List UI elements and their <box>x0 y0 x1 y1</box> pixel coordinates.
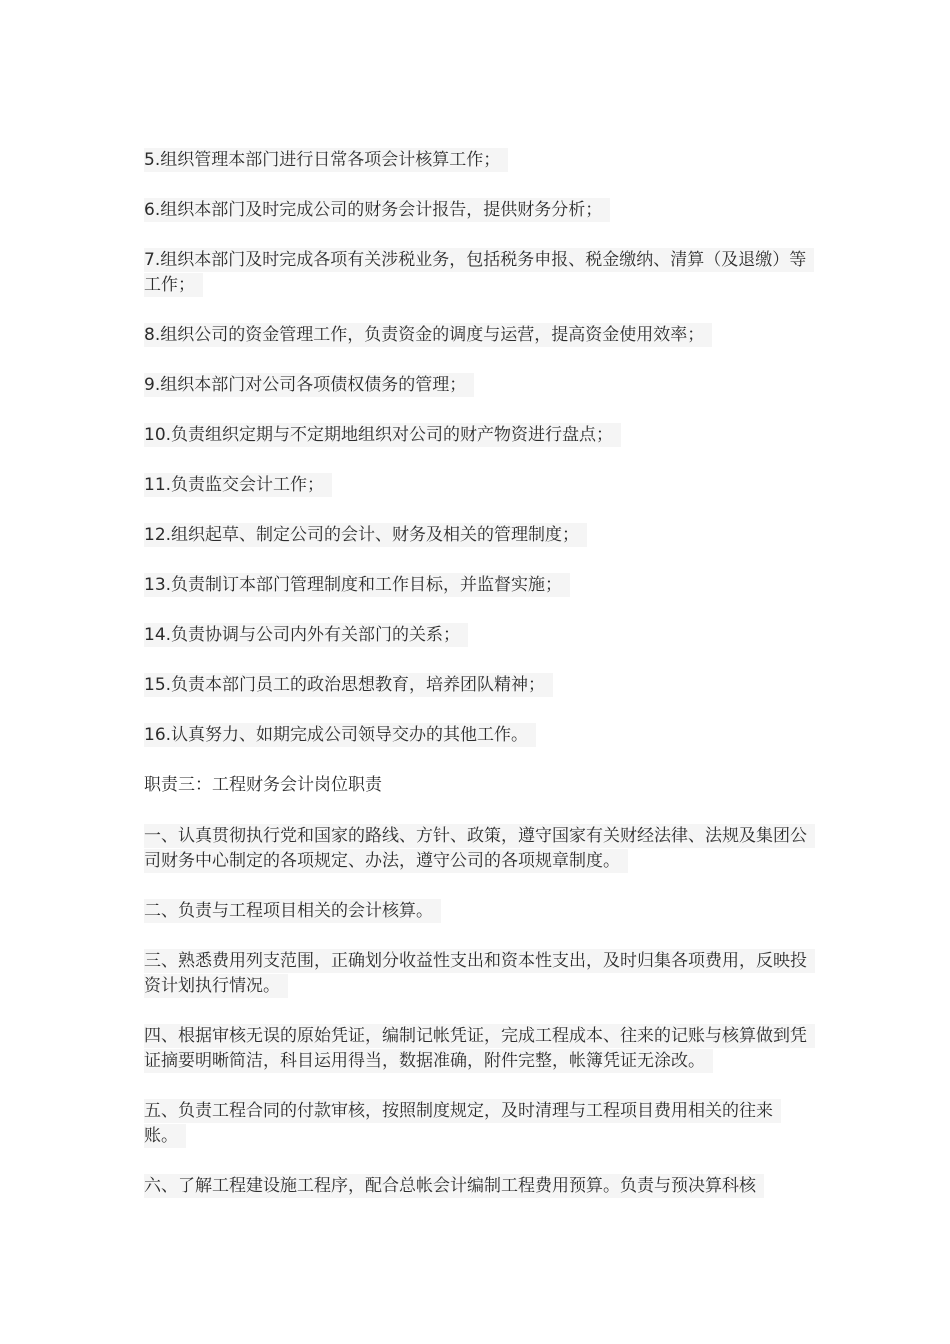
list-item-text: 14.负责协调与公司内外有关部门的关系； <box>144 623 468 647</box>
list-item-text: 5.组织管理本部门进行日常各项会计核算工作； <box>144 148 508 172</box>
list-item-text: 7.组织本部门及时完成各项有关涉税业务，包括税务申报、税金缴纳、清算（及退缴）等工作； <box>144 248 814 297</box>
list-item <box>144 723 810 748</box>
section-title: 职责三：工程财务会计岗位职责 <box>144 775 382 795</box>
list-item-text: 11.负责监交会计工作； <box>144 473 332 497</box>
list-item-text: 12.组织起草、制定公司的会计、财务及相关的管理制度； <box>144 523 587 547</box>
list-item-text: 10.负责组织定期与不定期地组织对公司的财产物资进行盘点； <box>144 423 621 447</box>
list-item <box>144 423 810 448</box>
duty-item <box>144 1024 810 1074</box>
list-item-text: 15.负责本部门员工的政治思想教育，培养团队精神； <box>144 673 553 697</box>
duty-item <box>144 949 810 999</box>
duty-item <box>144 899 810 924</box>
list-item-text: 6.组织本部门及时完成公司的财务会计报告，提供财务分析； <box>144 198 610 222</box>
duty-item <box>144 1099 810 1149</box>
list-item <box>144 623 810 648</box>
list-item-text: 8.组织公司的资金管理工作，负责资金的调度与运营，提高资金使用效率； <box>144 323 712 347</box>
duty-item-text: 六、了解工程建设施工程序，配合总帐会计编制工程费用预算。负责与预决算科核 <box>144 1174 764 1198</box>
list-item <box>144 248 810 298</box>
list-item-text: 16.认真努力、如期完成公司领导交办的其他工作。 <box>144 723 536 747</box>
list-item-text: 9.组织本部门对公司各项债权债务的管理； <box>144 373 474 397</box>
list-item <box>144 673 810 698</box>
duty-item-text: 二、负责与工程项目相关的会计核算。 <box>144 899 441 923</box>
duty-item <box>144 1174 810 1199</box>
list-item <box>144 373 810 398</box>
duty-item-text: 四、根据审核无误的原始凭证，编制记帐凭证，完成工程成本、往来的记账与核算做到凭证摘要明晰简洁，科目运用得当，数据准确，附件完整，帐簿凭证无涂改。 <box>144 1024 815 1073</box>
list-item-text: 13.负责制订本部门管理制度和工作目标，并监督实施； <box>144 573 570 597</box>
list-item <box>144 523 810 548</box>
duty-item <box>144 824 810 874</box>
list-item <box>144 573 810 598</box>
duty-item-text: 五、负责工程合同的付款审核，按照制度规定，及时清理与工程项目费用相关的往来账。 <box>144 1099 781 1148</box>
duty-item-text: 一、认真贯彻执行党和国家的路线、方针、政策，遵守国家有关财经法律、法规及集团公司财务中心制定的各项规定、办法，遵守公司的各项规章制度。 <box>144 824 815 873</box>
list-item <box>144 148 810 173</box>
list-item <box>144 198 810 223</box>
list-item <box>144 323 810 348</box>
document-body <box>144 148 810 1224</box>
duty-item-text: 三、熟悉费用列支范围，正确划分收益性支出和资本性支出，及时归集各项费用，反映投资计划执行情况。 <box>144 949 815 998</box>
list-item <box>144 473 810 498</box>
